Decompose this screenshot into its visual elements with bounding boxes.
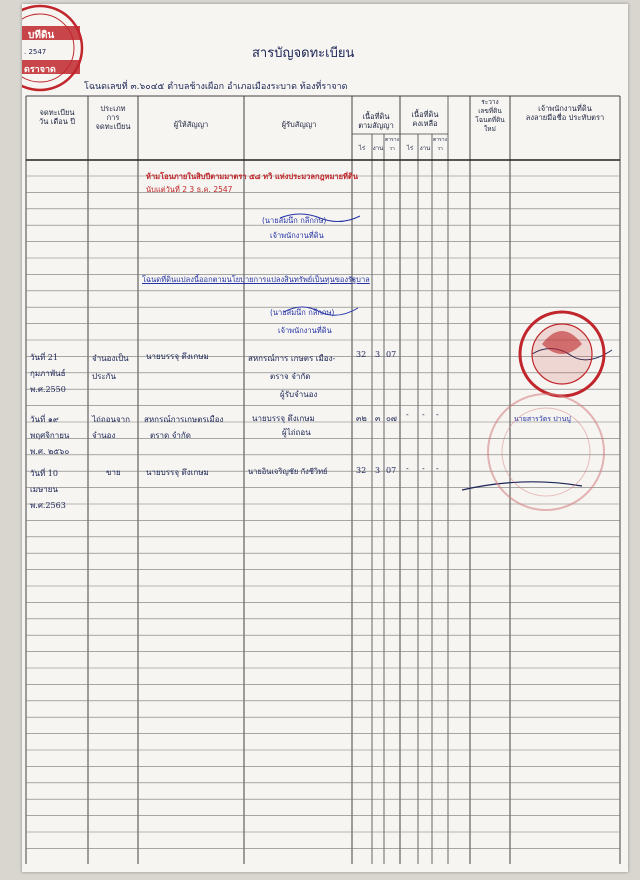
prohibition-date: นับแต่วันที่ 2 3 ธ.ค. 2547 xyxy=(146,185,233,194)
header-area-remaining: เนื้อที่ดิน คงเหลือ xyxy=(411,110,439,128)
row2-rem-wa: - xyxy=(436,410,439,419)
row2-grantee: นายบรรจุ ดึงเกษม ผู้ไถ่ถอน xyxy=(252,414,315,437)
row3-type: ขาย xyxy=(106,468,121,477)
header-grantee: ผู้รับสัญญา xyxy=(281,120,317,129)
stamp-text-2: . 2547 xyxy=(24,48,47,56)
row3-ngan: 3 xyxy=(375,466,381,475)
header-officer: เจ้าพนักงานที่ดิน ลงลายมือชื่อ ประทับตรา xyxy=(525,104,605,122)
deed-number-line: โฉนดเลขที่ ๓.๖๐๔๕ ตำบลช้างเผือก อำเภอเมืองระบาด ท้องที่ราจาด xyxy=(84,82,348,92)
document-title: สารบัญจดทะเบียน xyxy=(252,46,355,61)
header-date: จดทะเบียน วัน เดือน ปี xyxy=(39,108,75,126)
header-ngan-2: งาน xyxy=(419,145,431,152)
officer-1-name: (นายสมนึก กลึกกษ) xyxy=(262,216,327,225)
row2-ngan: ๓ xyxy=(375,414,381,423)
row3-rem-ngan: - xyxy=(422,464,425,473)
stamp-text-1: บทีดิน xyxy=(28,30,55,41)
prohibition-note: ห้ามโอนภายในสิบปีตามมาตรา ๕๘ ทวิ แห่งประมวลกฎหมายที่ดิน xyxy=(146,172,358,181)
row2-officer: นายสารวัตร ปานปู xyxy=(514,415,571,423)
header-grantor: ผู้ให้สัญญา xyxy=(173,120,209,129)
header-rai-1: ไร่ xyxy=(358,145,366,152)
row1-type: จำนองเป็น ประกัน xyxy=(92,354,129,381)
officer-1-title: เจ้าพนักงานที่ดิน xyxy=(270,231,324,240)
row1-rai: 32 xyxy=(356,350,367,359)
row3-rem-rai: - xyxy=(406,464,409,473)
row3-wa: 07 xyxy=(386,466,397,475)
row2-type: ไถ่ถอนจาก จำนอง xyxy=(92,415,131,440)
header-wa-2: ตารางวา xyxy=(433,137,447,152)
header-area-contract: เนื้อที่ดิน ตามสัญญา xyxy=(358,112,394,130)
faded-seal xyxy=(22,4,628,872)
officer-2-title: เจ้าพนักงานที่ดิน xyxy=(278,326,332,335)
row1-wa: 07 xyxy=(386,350,397,359)
policy-note: โฉนดที่ดินแปลงนี้ออกตามนโยบายการแปลงสินทรัพย์เป็นทุนของรัฐบาล xyxy=(142,275,370,284)
header-ngan-1: งาน xyxy=(372,145,384,152)
row1-date: วันที่ 21 กุมภาพันธ์ พ.ศ.2550 xyxy=(30,353,66,394)
row1-grantee: สหกรณ์การ เกษตร เมือง- ตราจ จำกัด ผู้รับจำนอง xyxy=(248,354,336,399)
stamp-text-3: ดราจาด xyxy=(24,65,56,75)
header-wa-1: ตารางวา xyxy=(385,137,399,152)
row2-date: วันที่ ๑๙ พฤศจิกายน พ.ศ. ๒๕๖๐ xyxy=(30,415,70,456)
row2-grantor: สหกรณ์การเกษตรเมือง ตราด จำกัด xyxy=(144,415,224,440)
row3-grantor: นายบรรจุ ดึงเกษม xyxy=(146,468,209,477)
header-boundary: ระวาง เลขที่ดิน โฉนดที่ดิน ใหม่ xyxy=(475,98,505,133)
row2-rai: ๓๒ xyxy=(356,414,367,423)
row1-ngan: 3 xyxy=(375,350,381,359)
row3-rem-wa: - xyxy=(436,464,439,473)
row2-wa: ๐๗ xyxy=(386,414,397,423)
row2-rem-rai: - xyxy=(406,410,409,419)
row3-grantee: นายอินเจริญชัย กังชีวิทย์ xyxy=(248,467,328,476)
officer-2-name: (นายสมนึก กลึกกษ) xyxy=(270,308,335,317)
header-type: ประเภท การ จดทะเบียน xyxy=(95,104,131,131)
land-title-document xyxy=(22,4,628,872)
row2-rem-ngan: - xyxy=(422,410,425,419)
row1-grantor: นายบรรจุ ดึงเกษม xyxy=(146,352,209,361)
header-rai-2: ไร่ xyxy=(406,145,414,152)
row3-date: วันที่ 10 เมษายน พ.ศ.2563 xyxy=(30,469,66,510)
row3-rai: 32 xyxy=(356,466,367,475)
